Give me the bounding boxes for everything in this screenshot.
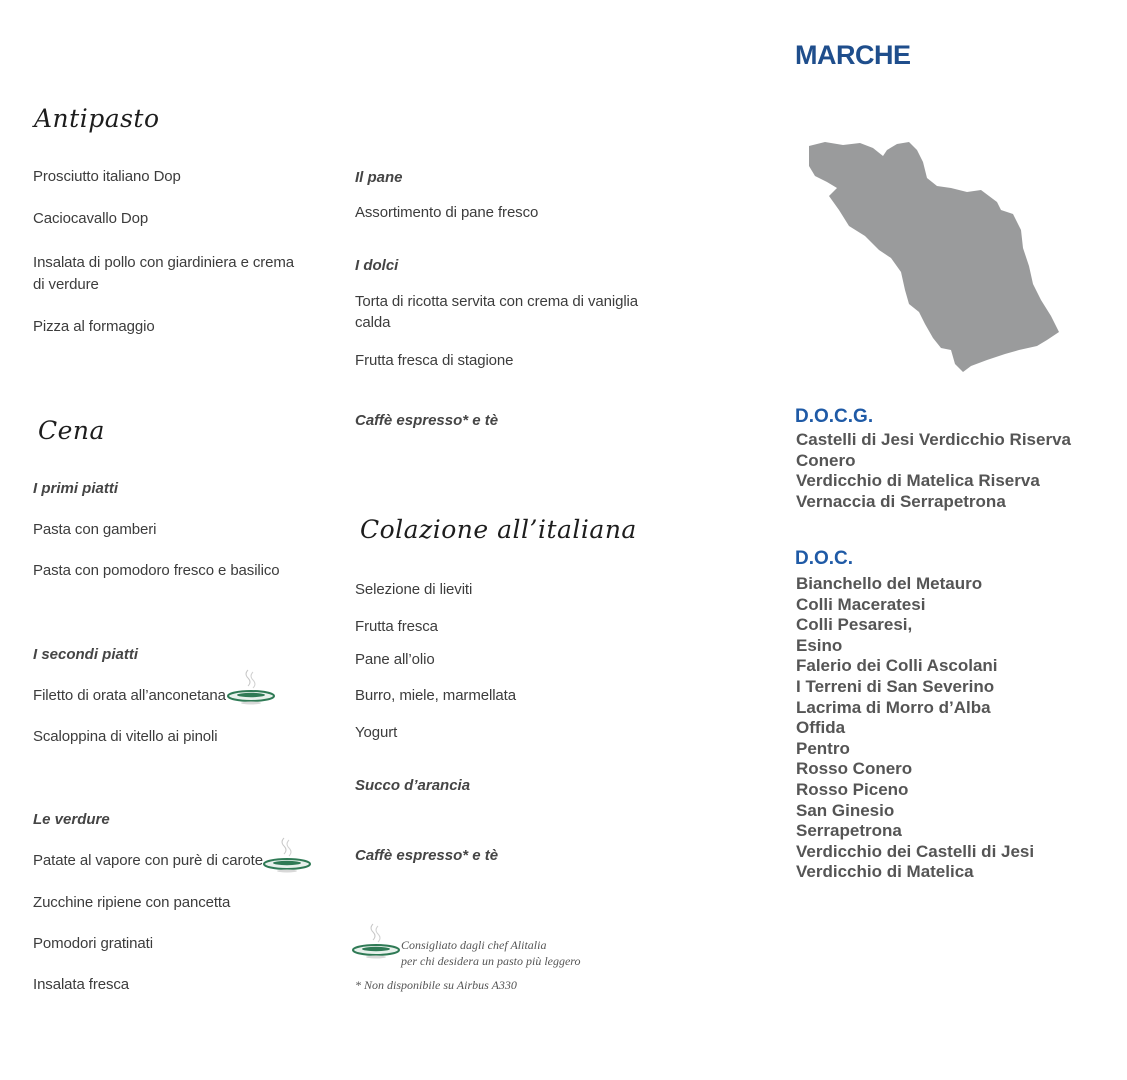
menu-item: Yogurt — [355, 724, 398, 741]
succo-item: Succo d’arancia — [355, 777, 471, 794]
wine-item: Conero — [796, 450, 856, 470]
menu-item: Pomodori gratinati — [33, 935, 153, 952]
menu-item: Pasta con gamberi — [33, 521, 157, 538]
light-meal-plate-icon — [262, 836, 312, 876]
colazione-heading: Colazione all’italiana — [360, 515, 637, 544]
wine-item: Pentro — [796, 738, 850, 758]
menu-item: Pizza al formaggio — [33, 318, 155, 335]
docg-label: D.O.C.G. — [795, 406, 874, 427]
antipasto-heading: Antipasto — [34, 104, 160, 133]
wine-item: I Terreni di San Severino — [796, 676, 995, 696]
marche-region-map — [805, 140, 1065, 375]
light-meal-plate-icon — [351, 922, 401, 962]
caffe-colazione: Caffè espresso* e tè — [355, 847, 499, 864]
wine-item: Rosso Piceno — [796, 779, 909, 799]
wine-item: Verdicchio dei Castelli di Jesi — [796, 841, 1035, 861]
wine-item: Vernaccia di Serrapetrona — [796, 491, 1006, 511]
menu-item: Torta di ricotta servita con crema di vaniglia calda — [355, 293, 639, 331]
wine-item: Serrapetrona — [796, 821, 902, 841]
menu-item: Selezione di lieviti — [355, 581, 473, 598]
wine-item: Colli Pesaresi, — [796, 615, 913, 635]
menu-item: Insalata fresca — [33, 976, 130, 993]
doc-list — [796, 574, 1034, 883]
menu-item: Frutta fresca — [355, 618, 438, 635]
wine-item: Castelli di Jesi Verdicchio Riserva — [796, 430, 1071, 449]
menu-item: Pasta con pomodoro fresco e basilico — [33, 562, 280, 579]
menu-item: Frutta fresca di stagione — [355, 352, 514, 369]
region-title: MARCHE — [795, 40, 911, 70]
caffe-cena: Caffè espresso* e tè — [355, 412, 499, 429]
wine-item: Offida — [796, 718, 846, 738]
pane-title: Il pane — [355, 169, 403, 186]
wine-item: Verdicchio di Matelica — [796, 862, 974, 882]
wine-item: San Ginesio — [796, 800, 895, 820]
menu-item: Patate al vapore con purè di carote — [33, 852, 263, 869]
menu-item: Zucchine ripiene con pancetta — [33, 894, 231, 911]
legend-line-2: per chi desidera un pasto più leggero — [401, 954, 581, 968]
menu-item: Burro, miele, marmellata — [355, 687, 516, 704]
menu-item: Pane all’olio — [355, 651, 435, 668]
verdure-title: Le verdure — [33, 811, 110, 828]
wine-item: Lacrima di Morro d’Alba — [796, 697, 991, 717]
wine-item: Rosso Conero — [796, 759, 913, 779]
wine-item: Verdicchio di Matelica Riserva — [796, 471, 1040, 491]
docg-list — [796, 430, 1071, 512]
doc-label: D.O.C. — [795, 548, 854, 569]
wine-item: Falerio dei Colli Ascolani — [796, 656, 998, 676]
light-meal-plate-icon — [226, 668, 276, 708]
legend-line-1: Consigliato dagli chef Alitalia — [401, 938, 547, 952]
wine-item: Colli Maceratesi — [796, 594, 926, 614]
footnote: * Non disponibile su Airbus A330 — [355, 978, 517, 992]
dolci-title: I dolci — [355, 257, 399, 274]
wine-item: Esino — [796, 635, 843, 655]
menu-item: Filetto di orata all’anconetana — [33, 687, 226, 704]
menu-item: Prosciutto italiano Dop — [33, 168, 181, 185]
menu-item: Insalata di pollo con giardiniera e crema di verdure — [33, 254, 295, 293]
cena-heading: Cena — [38, 416, 105, 445]
secondi-title: I secondi piatti — [33, 646, 139, 663]
menu-item: Scaloppina di vitello ai pinoli — [33, 728, 218, 745]
menu-item: Caciocavallo Dop — [33, 210, 149, 227]
wine-item: Bianchello del Metauro — [796, 574, 983, 593]
primi-title: I primi piatti — [33, 480, 119, 497]
menu-item: Assortimento di pane fresco — [355, 204, 539, 221]
